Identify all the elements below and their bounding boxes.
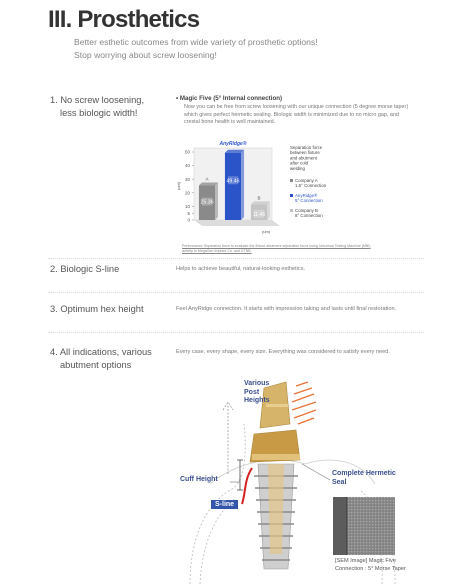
label-complete-hermetic-seal-text: Complete Hermetic Seal <box>332 470 396 486</box>
x-axis-label: (um) <box>262 229 271 234</box>
s-line-curve <box>242 468 252 504</box>
legend-swatch <box>290 179 293 182</box>
page-subtitle <box>74 36 318 62</box>
y-tick-label: 30 <box>184 176 190 182</box>
chart-floor <box>194 220 280 226</box>
sem-caption-line-1: [SEM Image] Magic Five <box>335 558 396 564</box>
section-4-title <box>50 346 170 372</box>
sem-caption-line-2: Connection : 5° Morse Taper <box>335 565 406 572</box>
section-4-title-line-1: 4. All indications, various <box>50 347 152 357</box>
sem-image <box>333 497 395 555</box>
label-cuff-height: Cuff Height <box>180 476 218 483</box>
magic-five-text: Now you can be free from screw loosening with our unique connection (5 degree morse taper) which gives perfect hermetic sealing. Biologic width is minimized due to no micro gap, and crestal bone health is well maintained. <box>184 104 409 126</box>
legend-swatch <box>290 194 293 197</box>
bar <box>225 153 241 220</box>
divider-2 <box>48 292 424 293</box>
bar-side <box>267 201 270 220</box>
bar-top <box>199 183 218 186</box>
implant-fixture <box>254 464 298 569</box>
label-various-post-heights <box>244 380 284 406</box>
section-1-title-line-1: 1. No screw loosening, <box>50 95 145 105</box>
bar-top <box>225 150 244 153</box>
bar-side <box>241 150 244 220</box>
crown-hatching <box>292 382 316 424</box>
label-various-post-heights-text: Various Post Heights <box>244 380 270 404</box>
legend-swatch <box>290 209 293 212</box>
sem-caption <box>335 558 406 573</box>
legend-label: AnyRidge® 5° Connection <box>295 193 323 203</box>
chart-footnote: Performance Separation force to evaluate the fixture-abutment separation force using Universal Testing Machine (MBI) activity in MegaGen Implant Co. and DTNB. <box>182 244 371 253</box>
y-axis-label: (um) <box>176 181 181 191</box>
section-4-text: Every case, every shape, every size. Everything was considered to satisfy every need. <box>176 349 390 355</box>
label-s-line: S-line <box>211 500 238 509</box>
y-tick-label: 20 <box>184 190 190 196</box>
page-title: III. Prosthetics <box>48 6 200 33</box>
legend-label: Company A 1.5° Connection <box>295 178 327 188</box>
y-tick-label: 50 <box>184 149 190 155</box>
section-2-title: 2. Biologic S-line <box>50 264 120 274</box>
section-3-title: 3. Optimum hex height <box>50 304 144 314</box>
bar-value-label: 25.36 <box>200 199 214 206</box>
divider-1 <box>48 258 424 259</box>
bar-tag: A <box>205 176 209 182</box>
post-height-arrow-icon <box>223 402 233 474</box>
label-complete-hermetic-seal <box>332 470 402 487</box>
bar-tag: B <box>257 195 261 201</box>
subtitle-line-1: Better esthetic outcomes from wide variety of prosthetic options! <box>74 37 318 47</box>
bar-value-label: 49.46 <box>226 178 240 185</box>
chart-title: AnyRidge® <box>219 141 247 147</box>
section-1-title-line-2: less biologic width! <box>60 108 138 118</box>
magic-five-heading: • Magic Five (5° Internal connection) <box>176 95 283 102</box>
section-1-title <box>50 94 170 120</box>
cuff-height-bracket-icon <box>237 460 243 490</box>
bar-value-label: 11.46 <box>252 211 266 218</box>
section-4-title-line-2: abutment options <box>60 360 132 370</box>
bar-side <box>215 183 218 220</box>
legend-label: Company B 8° Connection <box>295 208 323 218</box>
section-3-text: Feel AnyRidge connection. It starts with impression taking and lasts until final restoration. <box>176 306 397 312</box>
bar-top <box>251 201 270 204</box>
legend-title: Separation force between fixture and abutment after cold welding <box>290 145 323 171</box>
y-tick-label: 0 <box>187 217 190 223</box>
y-tick-label: 10 <box>184 204 190 209</box>
divider-3 <box>48 332 424 333</box>
separation-force-chart <box>176 138 410 242</box>
section-2-text: Helps to achieve beautiful, natural-looking esthetics. <box>176 266 306 272</box>
subtitle-line-2: Stop worrying about screw loosening! <box>74 50 217 60</box>
y-tick-label: 40 <box>184 163 190 169</box>
y-tick-label: 5 <box>187 210 190 216</box>
